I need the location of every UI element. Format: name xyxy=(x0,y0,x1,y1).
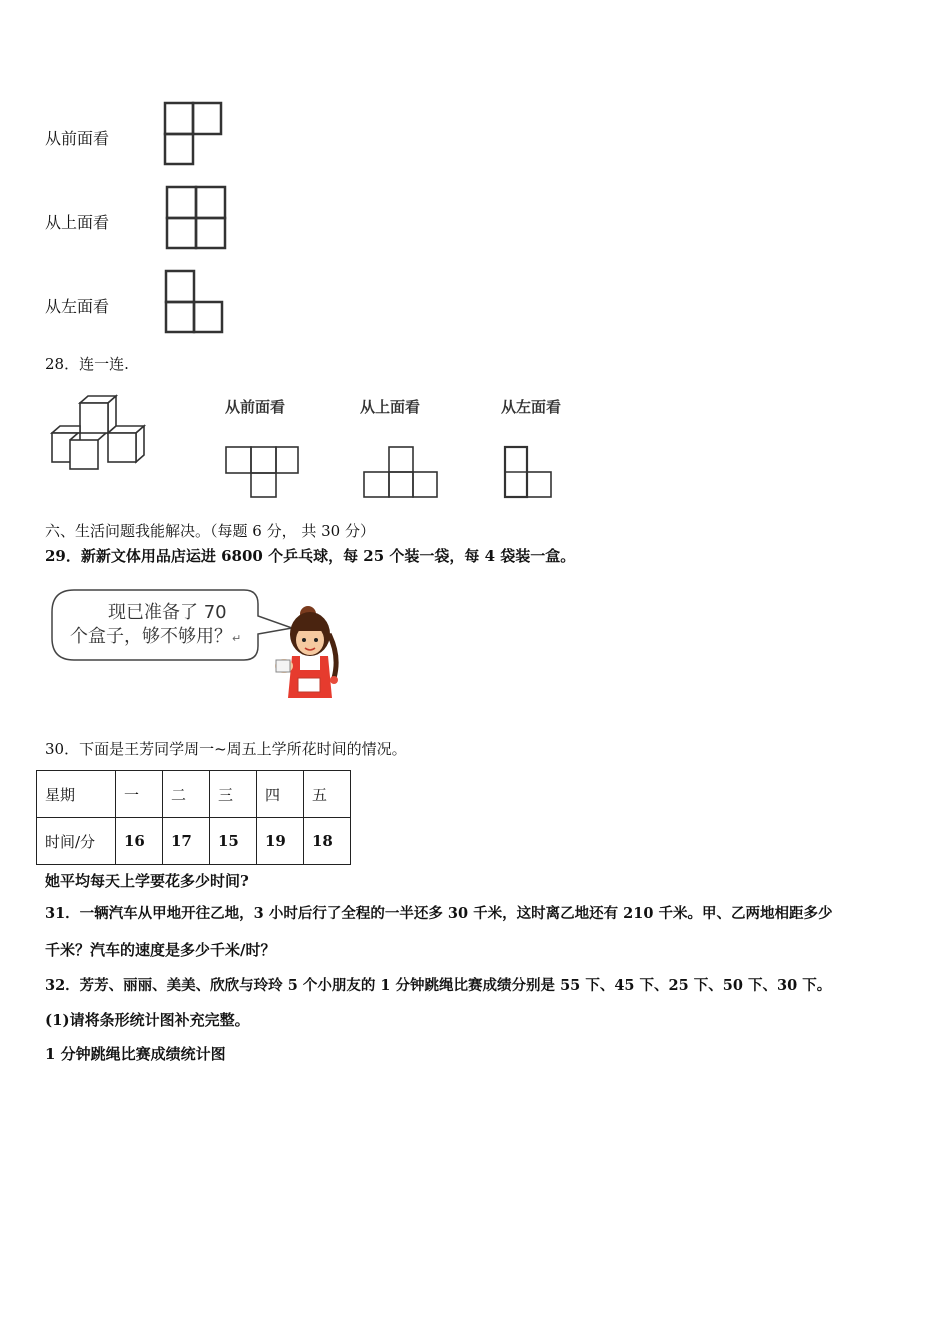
top-view-figure xyxy=(160,184,230,252)
front-view-figure xyxy=(160,100,226,168)
return-mark: ↵ xyxy=(232,632,242,645)
q28-view-label-left: 从左面看 xyxy=(501,398,562,416)
table-cell: 三 xyxy=(210,771,257,818)
q32-text: 32．芳芳、丽丽、美美、欣欣与玲玲 5 个小朋友的 1 分钟跳绳比赛成绩分别是 55 下、45 下、25 下、50 下、30 下。 xyxy=(45,977,832,994)
table-cell: 17 xyxy=(163,818,210,865)
chart-title: 1 分钟跳绳比赛成绩统计图 xyxy=(45,1045,226,1063)
view-label-top: 从上面看 xyxy=(45,213,110,232)
q28-title: 28．连一连. xyxy=(45,355,129,373)
table-data-row xyxy=(37,818,351,865)
q31-line-1: 31．一辆汽车从甲地开往乙地，3 小时后行了全程的一半还多 30 千米，这时离乙地还有 210 千米。甲、乙两地相距多少 xyxy=(45,905,833,922)
q32-sub-1: (1)请将条形统计图补充完整。 xyxy=(45,1011,250,1029)
girl-illustration xyxy=(275,606,338,698)
q28-front-view-figure xyxy=(222,443,304,501)
q31-line-2: 千米？汽车的速度是多少千米/时？ xyxy=(45,941,276,959)
q30-text: 30．下面是王芳同学周一~周五上学所花时间的情况。 xyxy=(45,740,407,758)
table-cell: 二 xyxy=(163,771,210,818)
table-cell: 四 xyxy=(257,771,304,818)
q28-top-view-figure xyxy=(360,443,442,501)
table-cell: 16 xyxy=(116,818,163,865)
q28-view-label-top: 从上面看 xyxy=(360,398,421,416)
view-label-front: 从前面看 xyxy=(45,129,110,148)
table-cell: 时间/分 xyxy=(37,818,116,865)
commute-time-table xyxy=(36,770,351,865)
view-label-left: 从左面看 xyxy=(45,297,110,316)
q28-view-label-front: 从前面看 xyxy=(225,398,286,416)
table-cell: 19 xyxy=(257,818,304,865)
table-cell: 五 xyxy=(304,771,351,818)
q30-question: 她平均每天上学要花多少时间? xyxy=(45,872,249,890)
bubble-line-1: 现已准备了 70 xyxy=(108,602,227,623)
table-cell: 15 xyxy=(210,818,257,865)
q28-left-view-figure xyxy=(500,443,558,501)
table-cell: 星期 xyxy=(37,771,116,818)
bubble-line-2: 个盒子，够不够用？↵ xyxy=(70,626,242,647)
section-6-title: 六、生活问题我能解决。（每题 6 分， 共 30 分） xyxy=(45,522,375,540)
table-cell: 18 xyxy=(304,818,351,865)
left-view-figure xyxy=(160,268,228,336)
q29-text: 29．新新文体用品店运进 6800 个乒乓球，每 25 个装一袋，每 4 袋装一盒。 xyxy=(45,547,576,565)
cube-stack-figure xyxy=(48,393,150,473)
table-header-row xyxy=(37,771,351,818)
table-cell: 一 xyxy=(116,771,163,818)
